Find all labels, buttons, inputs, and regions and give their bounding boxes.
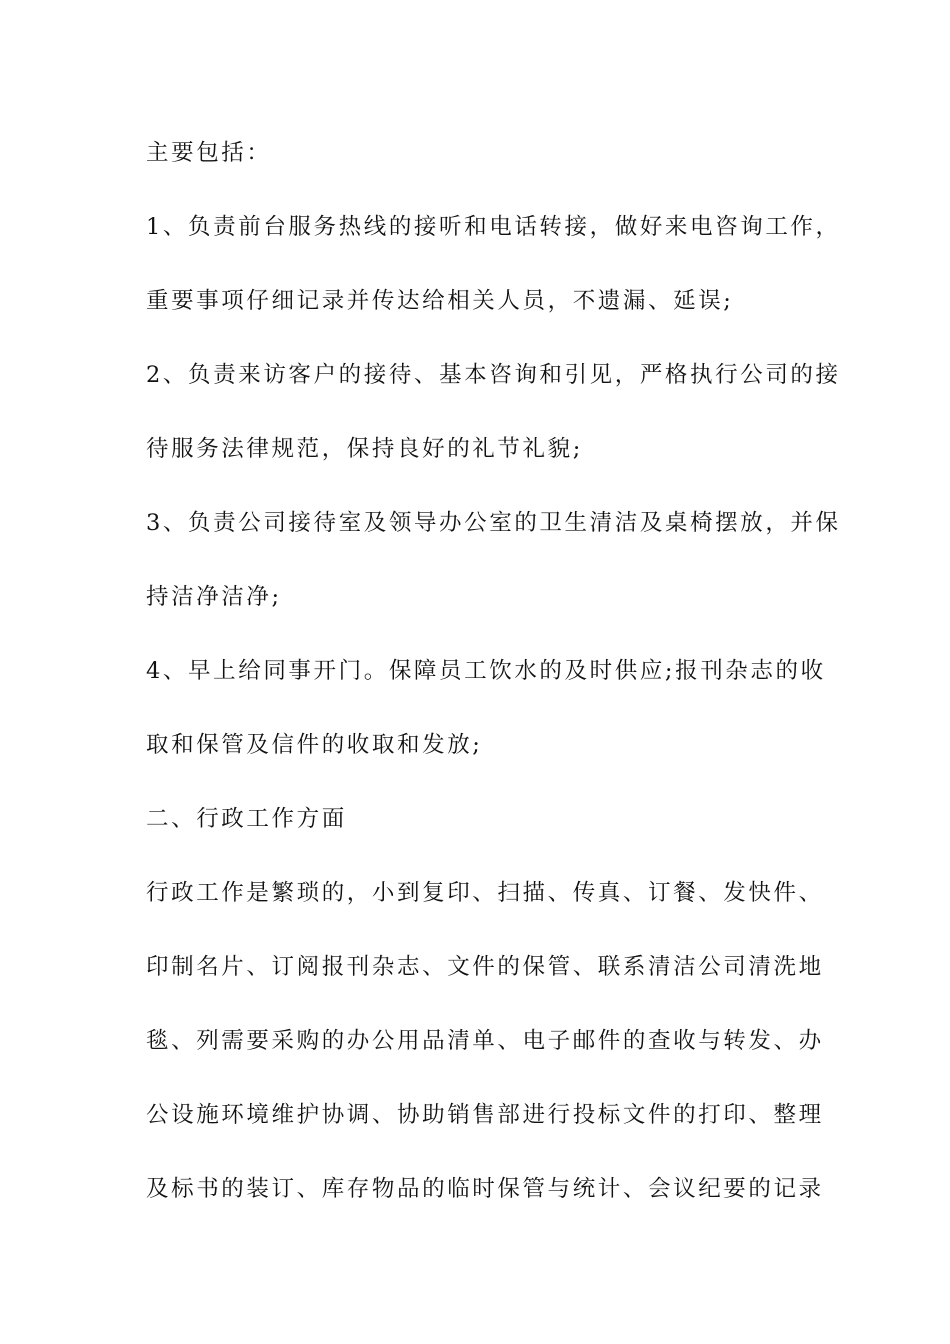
text-line: 公设施环境维护协调、协助销售部进行投标文件的打印、整理 [146, 1102, 824, 1128]
text-line: 印制名片、订阅报刊杂志、文件的保管、联系清洁公司清洗地 [146, 954, 824, 980]
text-line: 及标书的装订、库存物品的临时保管与统计、会议纪要的记录 [146, 1176, 824, 1202]
text-line: 重要事项仔细记录并传达给相关人员，不遗漏、延误; [146, 288, 734, 314]
text-line: 2、负责来访客户的接待、基本咨询和引见，严格执行公司的接 [146, 362, 841, 388]
section-heading: 二、行政工作方面 [146, 806, 347, 832]
text-line: 毯、列需要采购的办公用品清单、电子邮件的查收与转发、办 [146, 1028, 824, 1054]
text-line: 3、负责公司接待室及领导办公室的卫生清洁及桌椅摆放，并保 [146, 510, 841, 536]
text-line: 取和保管及信件的收取和发放; [146, 732, 483, 758]
text-line: 4、早上给同事开门。保障员工饮水的及时供应;报刊杂志的收 [146, 658, 826, 684]
text-line: 1、负责前台服务热线的接听和电话转接，做好来电咨询工作， [146, 214, 841, 240]
text-line: 行政工作是繁琐的，小到复印、扫描、传真、订餐、发快件、 [146, 880, 824, 906]
text-line: 待服务法律规范，保持良好的礼节礼貌; [146, 436, 583, 462]
document-body [146, 126, 841, 1236]
text-line: 主要包括： [146, 140, 272, 166]
text-line: 持洁净洁净; [146, 584, 282, 610]
